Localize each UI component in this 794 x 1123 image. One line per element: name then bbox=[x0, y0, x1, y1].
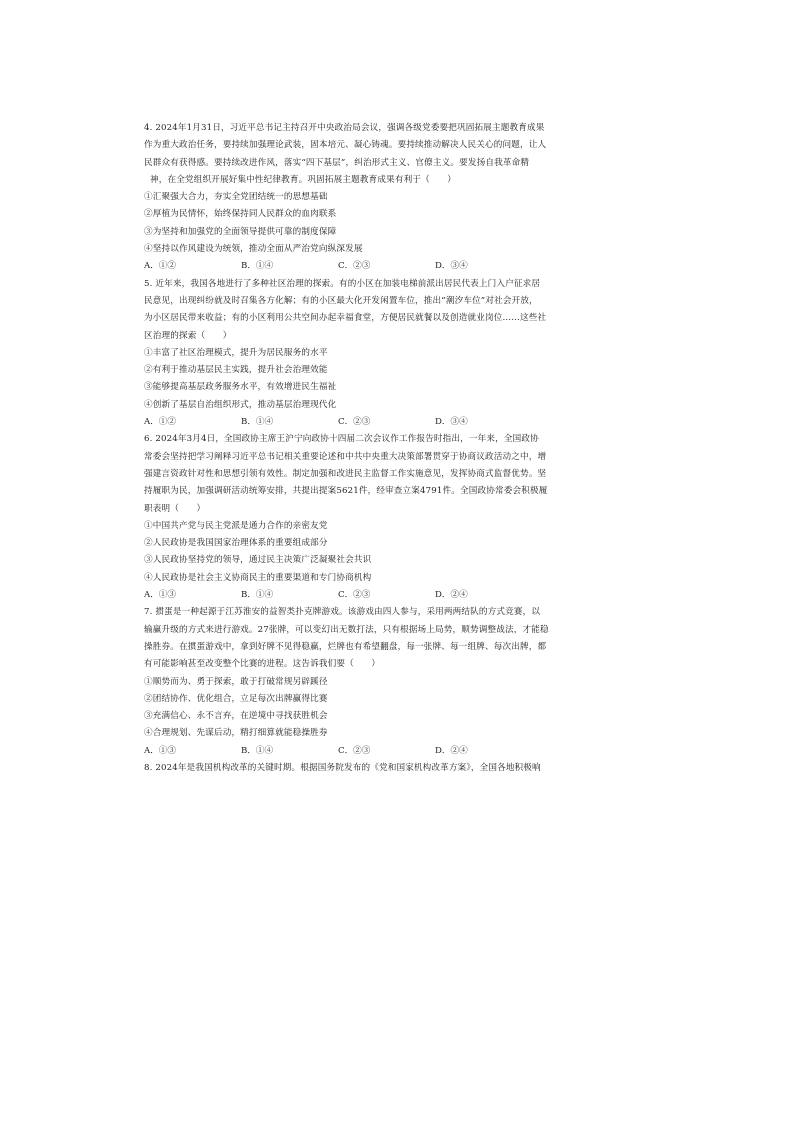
question-stem-line: 区治理的探索（ ） bbox=[144, 330, 232, 341]
answer-choice-a: A．①② bbox=[144, 261, 176, 272]
question-option: ①中国共产党与民主党派是通力合作的亲密友党 bbox=[144, 520, 328, 531]
answer-choice-c: C．②③ bbox=[338, 417, 371, 428]
question-5 bbox=[144, 276, 654, 432]
question-stem-line: 民意见，出现纠纷就及时召集各方化解；有的小区最大化开发闲置车位，推出“潮汐车位”对社会开放， bbox=[144, 295, 538, 306]
question-stem-line: 常委会坚持把学习阐释习近平总书记相关重要论述和中共中央重大决策部署贯穿于协商议政活动之中，增 bbox=[144, 451, 547, 462]
question-option: ③人民政协坚持党的领导，通过民主决策广泛凝聚社会共识 bbox=[144, 555, 372, 566]
answer-choices bbox=[144, 587, 654, 604]
answer-choice-a: A．①② bbox=[144, 417, 176, 428]
answer-choice-d: D．②④ bbox=[435, 590, 468, 601]
answer-choice-b: B．①④ bbox=[241, 261, 274, 272]
answer-choice-a: A．①③ bbox=[144, 745, 176, 756]
question-option: ②有利于推动基层民主实践，提升社会治理效能 bbox=[144, 365, 328, 376]
question-stem-line: 8. 2024年是我国机构改革的关键时期。根据国务院发布的《党和国家机构改革方案》，全国各地积极响 bbox=[144, 762, 541, 773]
question-option: ②人民政协是我国国家治理体系的重要组成部分 bbox=[144, 538, 328, 549]
question-option: ①顺势而为、勇于探索，敢于打破常规另辟蹊径 bbox=[144, 676, 328, 687]
answer-choice-d: D．②④ bbox=[435, 745, 468, 756]
answer-choices bbox=[144, 258, 654, 275]
question-7 bbox=[144, 604, 654, 760]
answer-choice-c: C．②③ bbox=[338, 745, 371, 756]
question-4 bbox=[144, 120, 654, 276]
question-option: ②厚植为民情怀，始终保持同人民群众的血肉联系 bbox=[144, 209, 337, 220]
question-stem-line: 民群众有获得感。要持续改进作风，落实“四下基层”，纠治形式主义、官僚主义。要发扬自我革命精 bbox=[144, 157, 530, 168]
question-stem-line: 操胜券。在掼蛋游戏中，拿到好牌不见得稳赢，烂牌也有希望翻盘，每一张牌、每一组牌、每次出牌，都 bbox=[144, 641, 547, 652]
question-option: ①丰富了社区治理模式，提升为居民服务的水平 bbox=[144, 347, 328, 358]
answer-choice-c: C．②③ bbox=[338, 261, 371, 272]
question-option: ④坚持以作风建设为统领，推动全面从严治党向纵深发展 bbox=[144, 244, 363, 255]
question-stem-line: 5. 近年来，我国各地进行了多种社区治理的探索。有的小区在加装电梯前派出居民代表上门入户征求居 bbox=[144, 278, 541, 289]
question-option: ②团结协作、优化组合，立足每次出牌赢得比赛 bbox=[144, 693, 328, 704]
question-option: ③充满信心、永不言弃，在逆境中寻找获胜机会 bbox=[144, 711, 328, 722]
question-option: ③为坚持和加强党的全面领导提供可靠的制度保障 bbox=[144, 226, 337, 237]
question-stem-line: 输赢升级的方式来进行游戏。27张牌，可以变幻出无数打法，只有根据场上局势，顺势调整战法，才能稳 bbox=[144, 624, 549, 635]
answer-choice-b: B．①④ bbox=[241, 590, 274, 601]
question-stem-line: 职表明（ ） bbox=[144, 503, 206, 514]
answer-choice-d: D．③④ bbox=[435, 417, 468, 428]
answer-choice-c: C．②③ bbox=[338, 590, 371, 601]
question-8 bbox=[144, 760, 654, 777]
question-stem-line: 持履职为民，加强调研活动统筹安排，共提出提案5621件，经审查立案4791件。全国政协常委会积极履 bbox=[144, 486, 548, 497]
answer-choice-b: B．①④ bbox=[241, 745, 274, 756]
question-stem-line: 有可能影响甚至改变整个比赛的进程。这告诉我们要（ ） bbox=[144, 659, 381, 670]
answer-choice-a: A．①③ bbox=[144, 590, 176, 601]
question-option: ④人民政协是社会主义协商民主的重要渠道和专门协商机构 bbox=[144, 572, 372, 583]
answer-choices bbox=[144, 414, 654, 431]
question-stem-line: 7. 掼蛋是一种起源于江苏淮安的益智类扑克牌游戏。该游戏由四人参与，采用两两结队的方式竞赛，以 bbox=[144, 607, 541, 618]
question-stem-line: 4. 2024年1月31日，习近平总书记主持召开中央政治局会议，强调各级党委要把巩固拓展主题教育成果 bbox=[144, 123, 545, 133]
question-stem-line: 强建言资政针对性和思想引领有效性。制定加强和改进民主监督工作实施意见，发挥协商式监督优势。坚 bbox=[144, 468, 547, 479]
answer-choices bbox=[144, 743, 654, 760]
question-option: ④创新了基层自治组织形式，推动基层治理现代化 bbox=[144, 399, 337, 410]
answer-choice-d: D．③④ bbox=[435, 261, 468, 272]
question-stem-line: 6. 2024年3月4日，全国政协主席王沪宁向政协十四届二次会议作工作报告时指出，一年来，全国政协 bbox=[144, 434, 539, 445]
answer-choice-b: B．①④ bbox=[241, 417, 274, 428]
exam-page bbox=[144, 120, 654, 777]
question-option: ③能够提高基层政务服务水平，有效增进民生福祉 bbox=[144, 382, 337, 393]
question-stem-line: 作为重大政治任务，要持续加强理论武装，固本培元、凝心铸魂。要持续推动解决人民关心的问题，让人 bbox=[144, 140, 547, 151]
question-6 bbox=[144, 431, 654, 604]
question-stem-line: 神，在全党组织开展好集中性纪律教育。巩固拓展主题教育成果有利于（ ） bbox=[150, 174, 457, 185]
question-option: ①汇聚强大合力，夯实全党团结统一的思想基础 bbox=[144, 192, 328, 203]
question-option: ④合理规划、先谋后动，精打细算就能稳操胜券 bbox=[144, 728, 328, 739]
question-stem-line: 为小区居民带来收益；有的小区利用公共空间办起幸福食堂，方便居民就餐以及创造就业岗位……这些社 bbox=[144, 313, 547, 324]
